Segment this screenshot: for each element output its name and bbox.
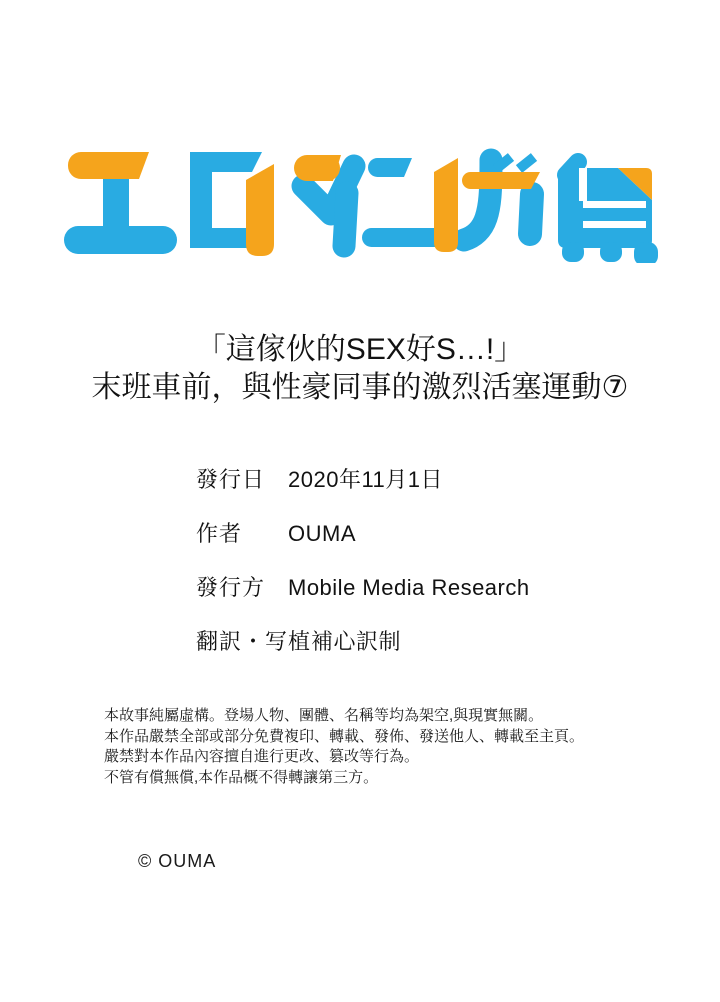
glyph-n-bottom-bar-end — [410, 228, 436, 247]
glyph-shima-leg-3 — [634, 242, 658, 263]
credit-row-translation — [196, 629, 530, 655]
glyph-ga-dakuten-2 — [519, 157, 534, 169]
glyph-shima-leg-1 — [562, 242, 584, 262]
disclaimer-line-2: 本作品嚴禁全部或部分免費複印、轉載、發佈、發送他人、轉載至主頁。 — [104, 727, 585, 745]
credits-table — [196, 467, 530, 683]
glyph-shima-slit-v — [579, 168, 587, 201]
work-title-line-1: 「這傢伙的SEX好S…!」 — [195, 333, 525, 366]
glyph-ma-tail-stroke — [344, 193, 347, 246]
glyph-e-bottom-bar — [64, 226, 177, 254]
disclaimer-line-4: 不管有償無償,本作品概不得轉讓第三方。 — [104, 768, 379, 786]
glyph-ro-right-bar — [246, 164, 274, 256]
glyph-shima-slit-h2 — [583, 221, 646, 228]
work-title-line-2: 末班車前，與性豪同事的激烈活塞運動⑦ — [91, 371, 629, 404]
disclaimer-block — [104, 706, 584, 788]
glyph-ga-right-leg — [530, 194, 532, 234]
glyph-n-top-bar-bevel — [384, 158, 412, 177]
credit-row-author — [196, 521, 530, 547]
credit-label: 發行方 — [196, 575, 266, 600]
disclaimer-line-1: 本故事純屬虛構。登場人物、團體、名稱等均為架空,與現實無關。 — [104, 707, 544, 724]
eromanga-jima-logo — [60, 145, 660, 263]
copyright-notice: © OUMA — [138, 851, 217, 871]
glyph-shima-slit-h1 — [583, 201, 646, 208]
credit-label: 發行日 — [196, 467, 266, 492]
credit-row-publisher — [196, 575, 530, 601]
credit-value: OUMA — [288, 521, 356, 546]
credit-row-publish-date — [196, 467, 530, 493]
glyph-n-right-bar — [434, 158, 458, 252]
credit-label: 作者 — [196, 521, 243, 546]
credit-value: Mobile Media Research — [288, 575, 530, 600]
credit-value: 補心訳制 — [311, 629, 402, 654]
credit-label: 翻訳・写植 — [196, 629, 312, 654]
disclaimer-line-3: 嚴禁對本作品內容擅自進行更改、篡改等行為。 — [104, 748, 420, 765]
glyph-shima-leg-2 — [600, 242, 622, 262]
work-title — [0, 331, 720, 407]
glyph-e-top-bar-bevel — [110, 152, 149, 179]
credit-value: 2020年11月1日 — [288, 467, 444, 492]
